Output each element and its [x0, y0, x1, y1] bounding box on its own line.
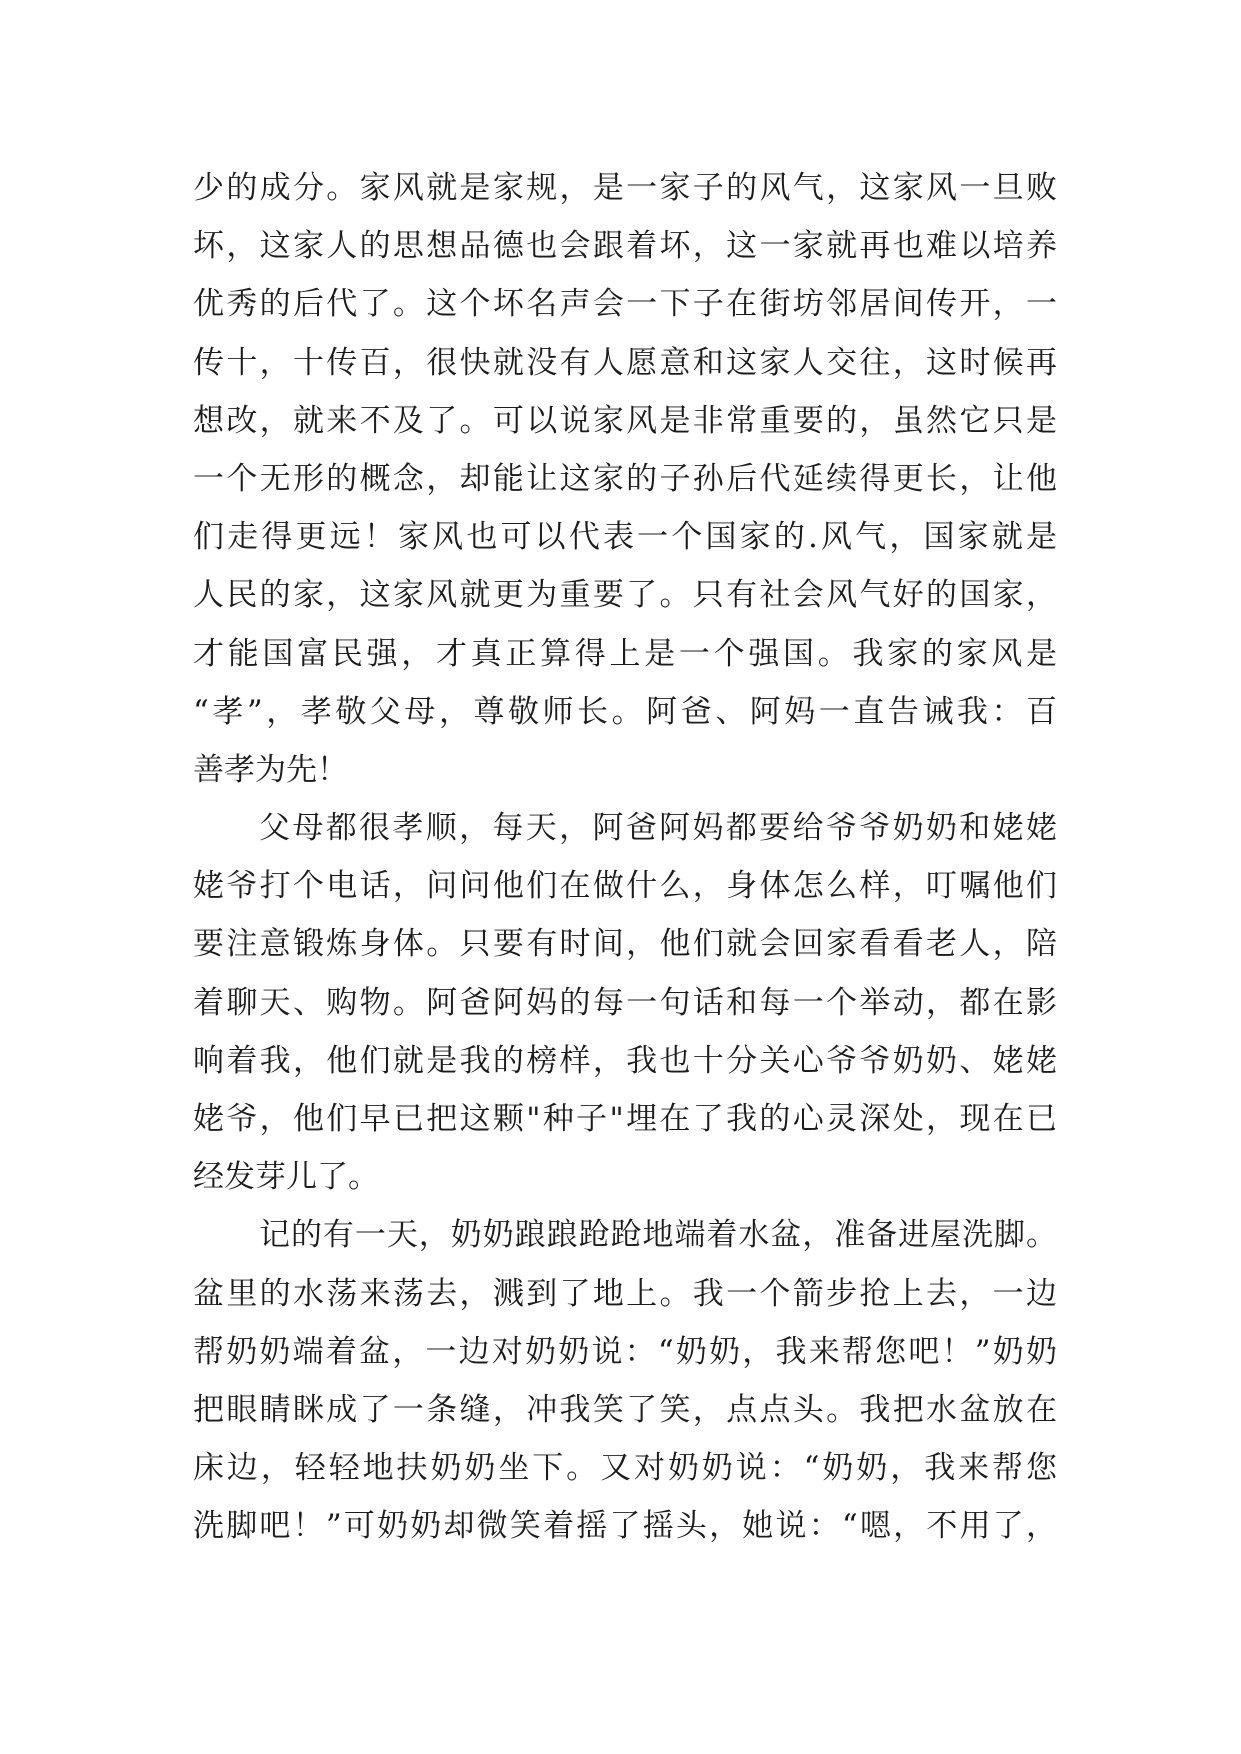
text-line: 姥爷打个电话，问问他们在做什么，身体怎么样，叮嘱他们	[193, 868, 1057, 905]
text-line: 把眼睛眯成了一条缝，冲我笑了笑，点点头。我把水盆放在	[193, 1391, 1057, 1428]
text-line: 帮奶奶端着盆，一边对奶奶说：“奶奶，我来帮您吧！”奶奶	[193, 1333, 1057, 1370]
document-body	[193, 159, 1057, 1556]
text-line: 洗脚吧！”可奶奶却微笑着摇了摇头，她说：“嗯，不用了，	[193, 1508, 1057, 1545]
text-line: 盆里的水荡来荡去，溅到了地上。我一个箭步抢上去，一边	[193, 1275, 1057, 1312]
text-line: 善孝为先！	[193, 751, 348, 788]
paragraph	[193, 799, 1057, 1206]
text-line: 响着我，他们就是我的榜样，我也十分关心爷爷奶奶、姥姥	[193, 1042, 1057, 1079]
text-line: 父母都很孝顺，每天，阿爸阿妈都要给爷爷奶奶和姥姥	[259, 810, 1057, 847]
text-line: “孝”，孝敬父母，尊敬师长。阿爸、阿妈一直告诫我：百	[193, 693, 1057, 730]
text-line: 记的有一天，奶奶踉踉跄跄地端着水盆，准备进屋洗脚。	[259, 1217, 1057, 1254]
paragraph	[193, 159, 1057, 799]
text-line: 着聊天、购物。阿爸阿妈的每一句话和每一个举动，都在影	[193, 984, 1057, 1021]
text-line: 才能国富民强，才真正算得上是一个强国。我家的家风是	[193, 635, 1057, 672]
text-line: 想改，就来不及了。可以说家风是非常重要的，虽然它只是	[193, 402, 1057, 439]
text-line: 坏，这家人的思想品德也会跟着坏，这一家就再也难以培养	[193, 228, 1057, 265]
text-line: 人民的家，这家风就更为重要了。只有社会风气好的国家，	[193, 577, 1057, 614]
text-line: 传十，十传百，很快就没有人愿意和这家人交往，这时候再	[193, 344, 1057, 381]
paragraph	[193, 1206, 1057, 1555]
text-line: 们走得更远！家风也可以代表一个国家的.风气，国家就是	[193, 519, 1057, 556]
text-line: 一个无形的概念，却能让这家的子孙后代延续得更长，让他	[193, 460, 1057, 497]
text-line: 少的成分。家风就是家规，是一家子的风气，这家风一旦败	[193, 170, 1057, 206]
text-line: 经发芽儿了。	[193, 1159, 379, 1196]
text-line: 要注意锻炼身体。只要有时间，他们就会回家看看老人，陪	[193, 926, 1057, 963]
text-line: 床边，轻轻地扶奶奶坐下。又对奶奶说：“奶奶，我来帮您	[193, 1450, 1057, 1487]
text-line: 优秀的后代了。这个坏名声会一下子在街坊邻居间传开，一	[193, 286, 1057, 323]
text-line: 姥爷，他们早已把这颗"种子"埋在了我的心灵深处，现在已	[193, 1101, 1057, 1137]
